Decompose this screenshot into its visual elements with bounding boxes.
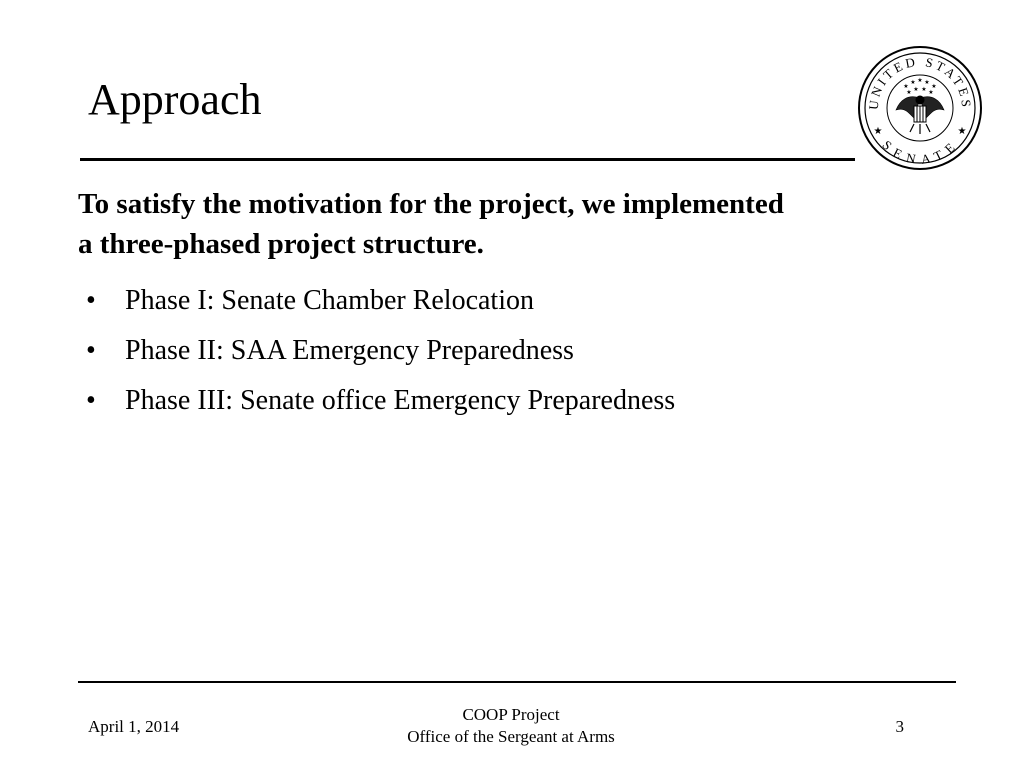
svg-text:★: ★ [873,126,883,137]
svg-text:★: ★ [957,126,967,137]
svg-text:★: ★ [921,86,927,93]
svg-text:★: ★ [903,83,909,90]
list-item [86,282,675,332]
bullet-icon: • [86,335,96,366]
footer-office-name: Office of the Sergeant at Arms [407,727,615,746]
svg-text:★: ★ [931,83,937,90]
svg-text:UNITED STATES: UNITED STATES [865,53,975,111]
footer-title [360,704,662,748]
footer-project-name: COOP Project [462,705,560,724]
list-item-text: Phase I: Senate Chamber Relocation [125,285,534,316]
phase-list [86,282,675,432]
svg-text:★: ★ [910,79,916,86]
footer-divider [78,681,956,683]
list-item [86,382,675,432]
svg-text:★: ★ [906,89,912,96]
svg-text:★: ★ [913,86,919,93]
svg-text:★: ★ [928,89,934,96]
list-item [86,332,675,382]
svg-text:★: ★ [917,77,923,84]
lead-statement: To satisfy the motivation for the project, we implemented a three-phased project structure. [78,188,784,260]
svg-text:SENATE: SENATE [879,137,961,167]
bullet-icon: • [86,385,96,416]
slide-title: Approach [88,75,262,124]
bullet-icon: • [86,285,96,316]
footer-date: April 1, 2014 [88,717,180,736]
list-item-text: Phase III: Senate office Emergency Preparedness [125,385,676,416]
list-item-text: Phase II: SAA Emergency Preparedness [125,335,574,366]
senate-seal-logo [856,44,984,172]
page-number: 3 [895,717,904,736]
svg-text:★: ★ [924,79,930,86]
title-divider [80,158,855,161]
